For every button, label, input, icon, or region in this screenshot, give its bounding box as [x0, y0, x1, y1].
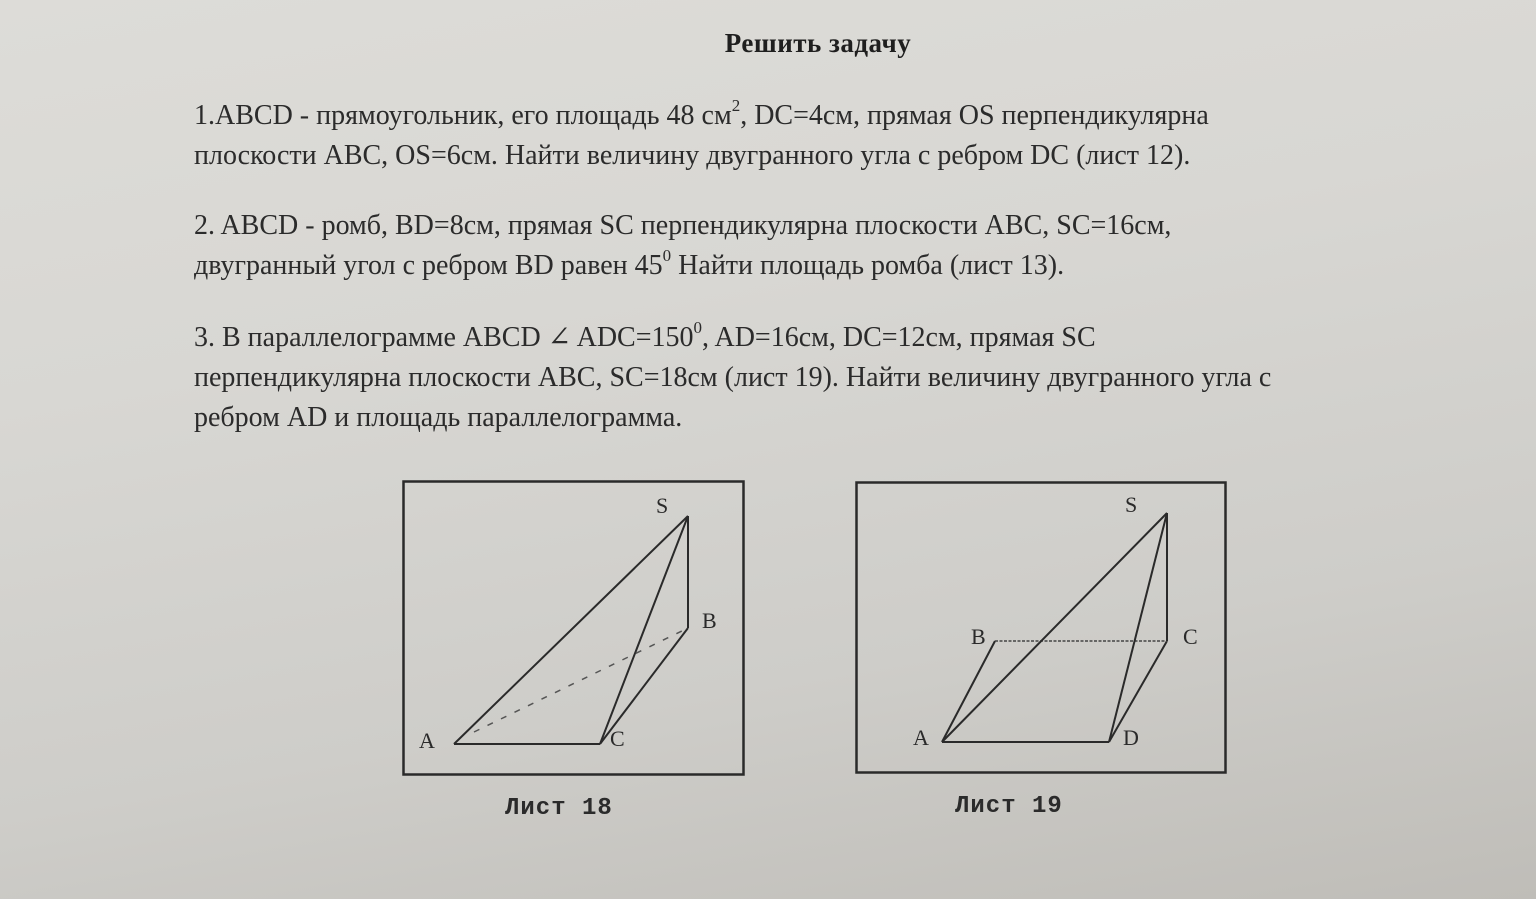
- vertex-label-b: B: [702, 608, 717, 633]
- figure-sheet-19: [855, 481, 1227, 774]
- problem-1-text-b: , DC=4см, прямая OS перпендикулярна: [740, 100, 1209, 131]
- problem-2-text-a: двугранный угол с ребром BD равен 45: [194, 250, 663, 281]
- figure-sheet-18: [402, 480, 745, 776]
- problem-3-text-a: 3. В параллелограмме ABCD ∠ ADC=150: [194, 322, 694, 353]
- problem-2-line-2: [194, 246, 1171, 286]
- problem-2-text-b: Найти площадь ромба (лист 13).: [671, 250, 1065, 281]
- figure-caption-19: Лист 19: [955, 793, 1063, 820]
- problem-1: [194, 96, 1209, 176]
- vertex-label-b: B: [971, 624, 986, 649]
- pyramid-diagram: [402, 480, 745, 776]
- problem-1-text-a: 1.ABCD - прямоугольник, его площадь 48 см: [194, 100, 732, 131]
- vertex-label-s: S: [656, 493, 669, 518]
- vertex-label-s: S: [1125, 492, 1138, 517]
- vertex-label-d: D: [1123, 725, 1139, 750]
- vertex-label-a: A: [913, 725, 929, 750]
- problem-2-line-1: 2. ABCD - ромб, BD=8см, прямая SC перпендикулярна плоскости ABC, SC=16см,: [194, 210, 1172, 241]
- superscript: 0: [662, 245, 672, 265]
- vertex-label-c: C: [610, 726, 625, 751]
- page-title: Решить задачу: [724, 28, 912, 58]
- problem-3-line-3: ребром AD и площадь параллелограмма.: [194, 402, 683, 433]
- problem-3: [194, 318, 1271, 438]
- superscript: 2: [731, 95, 741, 115]
- figure-caption-18: Лист 18: [505, 795, 613, 822]
- vertex-label-a: A: [419, 728, 435, 753]
- vertex-label-c: C: [1183, 624, 1198, 649]
- pyramid-diagram: [855, 481, 1227, 774]
- problem-3-line-1: [194, 318, 1271, 358]
- problem-3-text-b: , AD=16см, DC=12см, прямая SC: [702, 322, 1096, 353]
- problem-1-line-2: плоскости ABC, OS=6см. Найти величину двугранного угла с ребром DC (лист 12).: [194, 140, 1191, 171]
- superscript: 0: [693, 317, 703, 337]
- problem-1-line-1: [194, 96, 1209, 136]
- problem-3-line-2: перпендикулярна плоскости ABC, SC=18см (лист 19). Найти величину двугранного угла с: [194, 362, 1272, 393]
- problem-2: [194, 206, 1171, 286]
